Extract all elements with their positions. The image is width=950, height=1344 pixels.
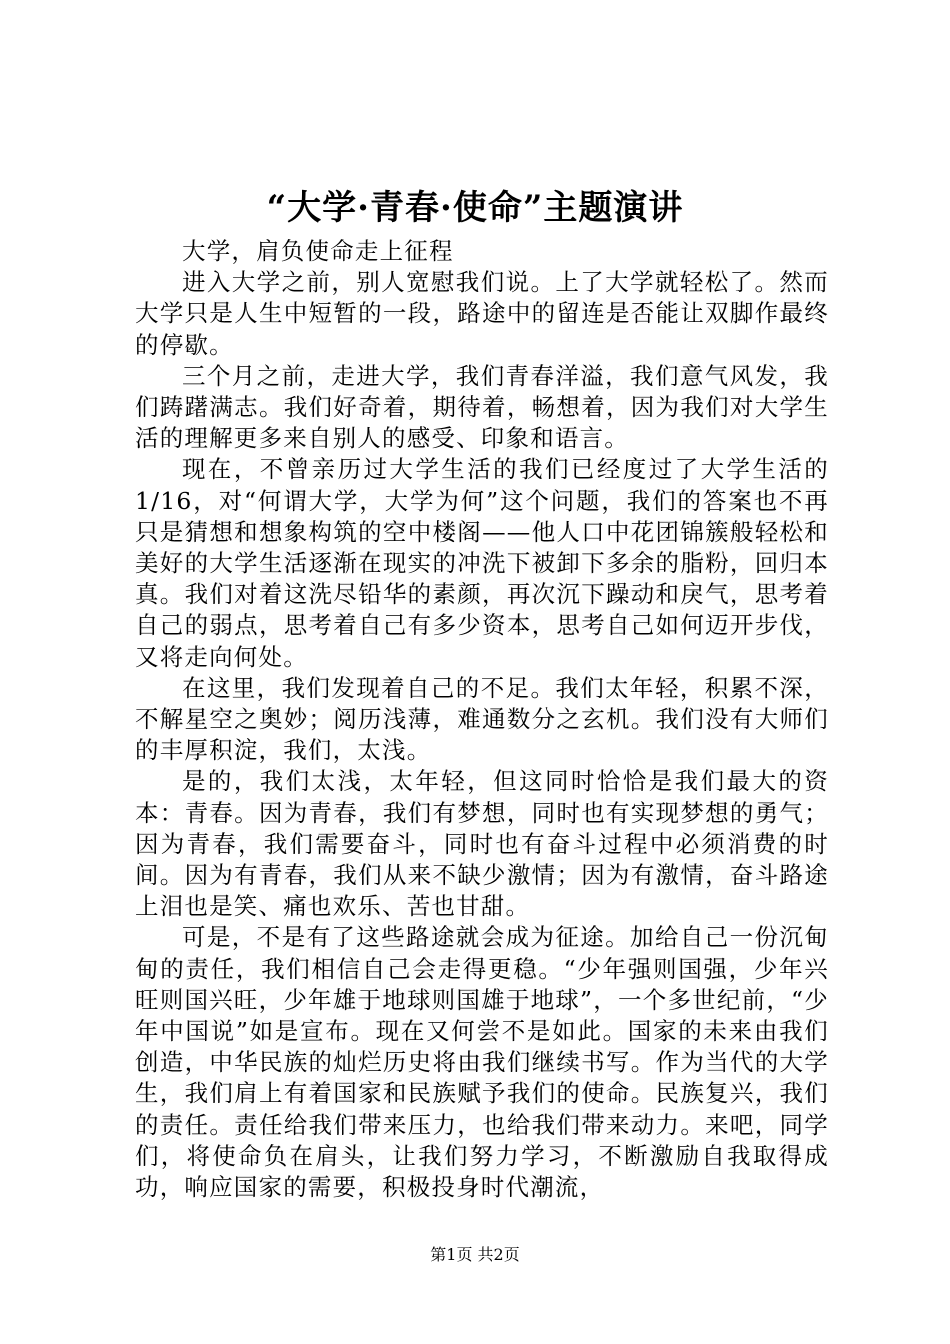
document-body — [135, 236, 829, 1203]
paragraph-subtitle: 大学，肩负使命走上征程 — [182, 237, 454, 265]
paragraph: 在这里，我们发现着自己的不足。我们太年轻，积累不深，不解星空之奥妙；阅历浅薄，难通数分之玄机。我们没有大师们的丰厚积淀，我们，太浅。 — [135, 673, 829, 765]
paragraph: 三个月之前，走进大学，我们青春洋溢，我们意气风发，我们踌躇满志。我们好奇着，期待着，畅想着，因为我们对大学生活的理解更多来自别人的感受、印象和语言。 — [135, 361, 829, 453]
paragraph: 现在，不曾亲历过大学生活的我们已经度过了大学生活的1/16，对“何谓大学，大学为何”这个问题，我们的答案也不再只是猜想和想象构筑的空中楼阁——他人口中花团锦簇般轻松和美好的大学生活逐渐在现实的冲洗下被卸下多余的脂粉，回归本真。我们对着这洗尽铅华的素颜，再次沉下躁动和戾气，思考着自己的弱点，思考着自己有多少资本，思考自己如何迈开步伐，又将走向何处。 — [135, 455, 829, 671]
page-title: “大学·青春·使命”主题演讲 — [266, 188, 684, 228]
paragraph: 可是，不是有了这些路途就会成为征途。加给自己一份沉甸甸的责任，我们相信自己会走得更稳。“少年强则国强，少年兴旺则国兴旺，少年雄于地球则国雄于地球”，一个多世纪前，“少年中国说”如是宣布。现在又何尝不是如此。国家的未来由我们创造，中华民族的灿烂历史将由我们继续书写。作为当代的大学生，我们肩上有着国家和民族赋予我们的使命。民族复兴，我们的责任。责任给我们带来压力，也给我们带来动力。来吧，同学们，将使命负在肩头，让我们努力学习，不断激励自我取得成功，响应国家的需要，积极投身时代潮流， — [135, 923, 829, 1202]
paragraph: 是的，我们太浅，太年轻，但这同时恰恰是我们最大的资本：青春。因为青春，我们有梦想，同时也有实现梦想的勇气；因为青春，我们需要奋斗，同时也有奋斗过程中必须消费的时间。因为有青春，我们从来不缺少激情；因为有激情，奋斗路途上泪也是笑、痛也欢乐、苦也甘甜。 — [135, 767, 829, 921]
page-number-footer: 第1页 共2页 — [430, 1245, 520, 1264]
paragraph: 进入大学之前，别人宽慰我们说。上了大学就轻松了。然而大学只是人生中短暂的一段，路途中的留连是否能让双脚作最终的停歇。 — [135, 268, 829, 359]
